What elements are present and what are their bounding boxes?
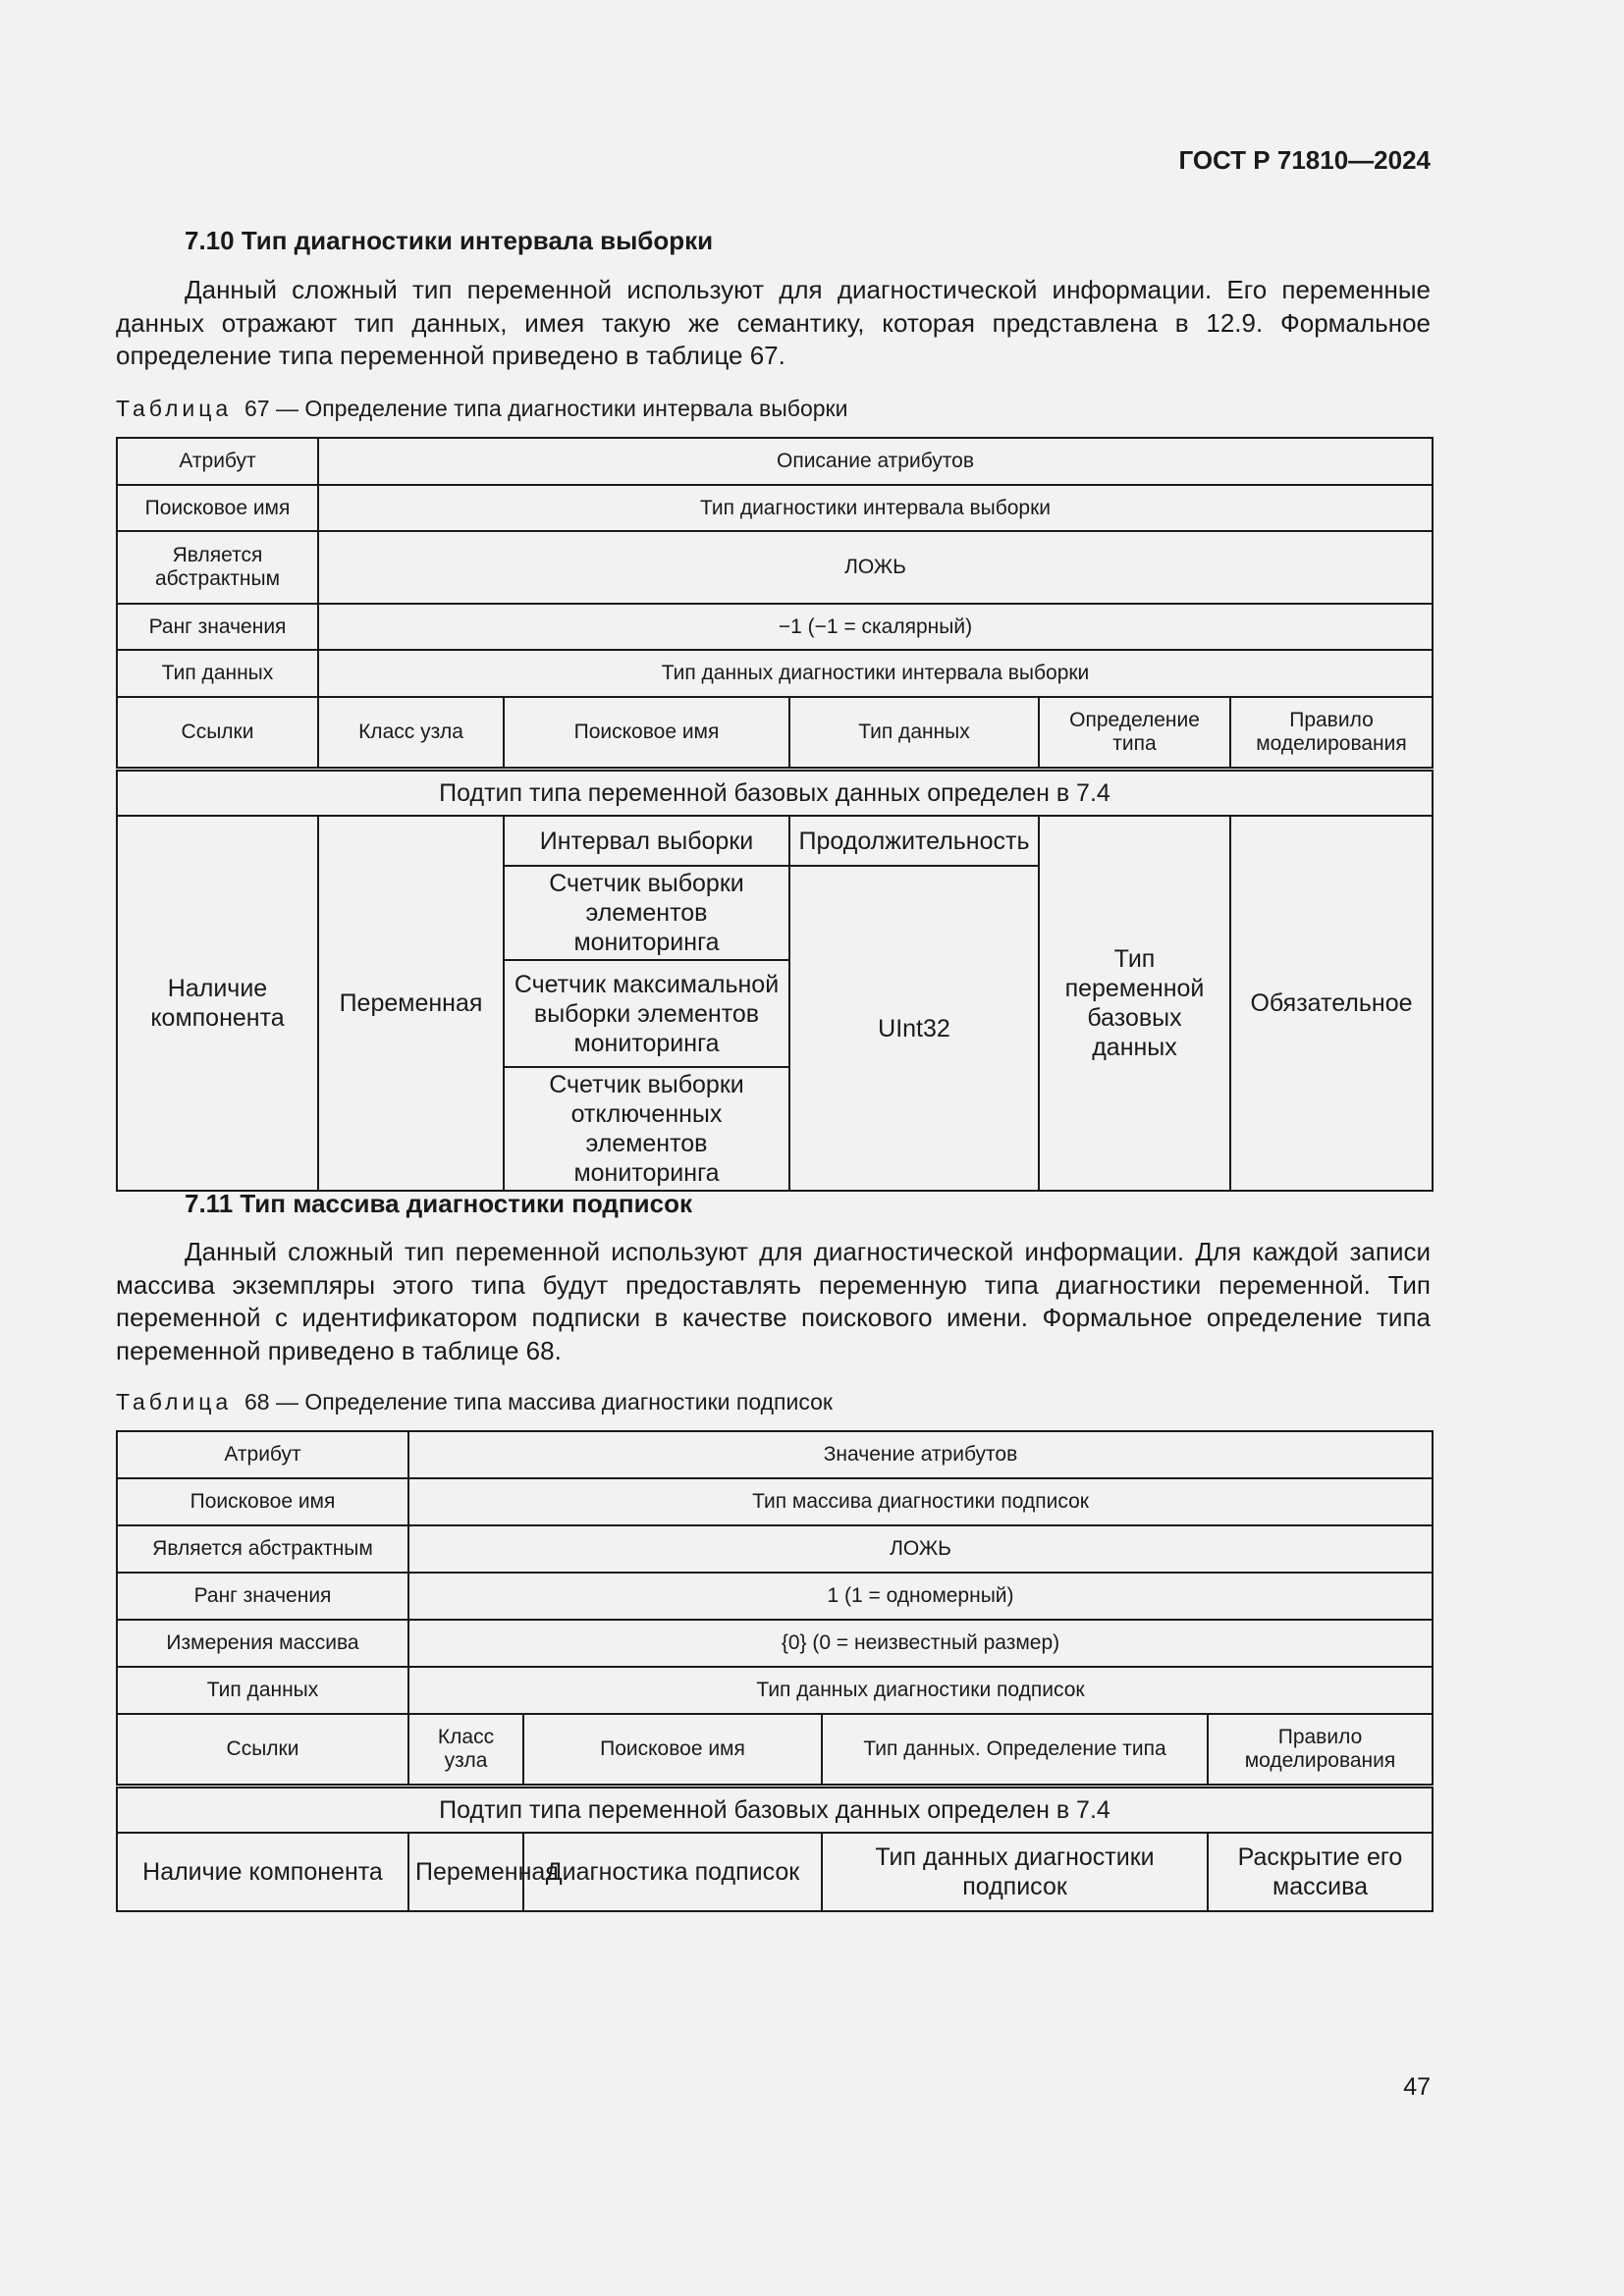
component-rule: Раскрытие его массива: [1208, 1833, 1433, 1911]
section-7-11-paragraph: Данный сложный тип переменной используют для диагностической информации. Для каждой записи массива экземпляры этого типа будут предоставлять переменную типа диагностики переменной. Тип переменной с идентификатором подписки в качестве поискового имени. Формальное определение типа переменной приведено в таблице 68.: [116, 1237, 1431, 1365]
row-value: ЛОЖЬ: [318, 531, 1433, 604]
subtype-note: Подтип типа переменной базовых данных определен в 7.4: [117, 769, 1433, 816]
component-kind: Наличие компонента: [117, 1833, 408, 1911]
component-browse-name: Интервал выборки: [504, 816, 789, 866]
row-value: Тип данных диагностики подписок: [408, 1667, 1433, 1714]
table-68: [116, 1430, 1434, 1912]
row-value: 1 (1 = одномерный): [408, 1573, 1433, 1620]
refs-label: Ссылки: [117, 697, 318, 769]
row-label: Тип данных: [117, 650, 318, 697]
refs-modelling-rule: Правило моделирования: [1208, 1714, 1433, 1786]
caption-text: 67 — Определение типа диагностики интервала выборки: [244, 396, 848, 421]
row-label: Является абстрактным: [117, 1525, 408, 1573]
refs-type-def: Определение типа: [1039, 697, 1230, 769]
refs-browse-name: Поисковое имя: [523, 1714, 822, 1786]
row-label: Тип данных: [117, 1667, 408, 1714]
row-value: Тип диагностики интервала выборки: [318, 485, 1433, 531]
component-data-type: UInt32: [789, 866, 1039, 1191]
refs-label: Ссылки: [117, 1714, 408, 1786]
row-label: Является абстрактным: [117, 531, 318, 604]
component-rule: Обязательное: [1230, 816, 1433, 1191]
section-heading-7-10: 7.10 Тип диагностики интервала выборки: [185, 226, 714, 255]
attr-header: Атрибут: [117, 438, 318, 485]
refs-data-type: Тип данных: [789, 697, 1039, 769]
component-type-def: Тип переменной базовых данных: [1039, 816, 1230, 1191]
attr-header: Атрибут: [117, 1431, 408, 1478]
table-68-caption: [116, 1389, 833, 1415]
table-67: [116, 437, 1434, 1192]
desc-header: Описание атрибутов: [318, 438, 1433, 485]
row-value: ЛОЖЬ: [408, 1525, 1433, 1573]
value-header: Значение атрибутов: [408, 1431, 1433, 1478]
page-number: 47: [1403, 2073, 1431, 2101]
row-label: Поисковое имя: [117, 1478, 408, 1525]
row-value: −1 (−1 = скалярный): [318, 604, 1433, 650]
subtype-note: Подтип типа переменной базовых данных определен в 7.4: [117, 1786, 1433, 1833]
component-kind: Наличие компонента: [117, 816, 318, 1191]
row-value: Тип данных диагностики интервала выборки: [318, 650, 1433, 697]
component-node-class: Переменная: [318, 816, 504, 1191]
refs-browse-name: Поисковое имя: [504, 697, 789, 769]
component-browse-name: Диагностика подписок: [523, 1833, 822, 1911]
section-heading-7-11: 7.11 Тип массива диагностики подписок: [185, 1189, 692, 1218]
refs-node-class: Класс узла: [318, 697, 504, 769]
caption-word: Таблица: [116, 396, 233, 421]
row-label: Ранг значения: [117, 1573, 408, 1620]
component-browse-name: Счетчик выборки отключенных элементов мониторинга: [504, 1067, 789, 1191]
row-label: Поисковое имя: [117, 485, 318, 531]
caption-word: Таблица: [116, 1389, 233, 1415]
refs-data-type-def: Тип данных. Определение типа: [822, 1714, 1208, 1786]
component-data-type: Тип данных диагностики подписок: [822, 1833, 1208, 1911]
refs-modelling-rule: Правило моделирования: [1230, 697, 1433, 769]
document-number: ГОСТ Р 71810—2024: [1178, 145, 1431, 175]
row-value: {0} (0 = неизвестный размер): [408, 1620, 1433, 1667]
row-value: Тип массива диагностики подписок: [408, 1478, 1433, 1525]
table-67-caption: [116, 396, 847, 422]
row-label: Измерения массива: [117, 1620, 408, 1667]
component-browse-name: Счетчик выборки элементов мониторинга: [504, 866, 789, 960]
caption-text: 68 — Определение типа массива диагностики подписок: [244, 1389, 833, 1415]
row-label: Ранг значения: [117, 604, 318, 650]
component-data-type: Продолжительность: [789, 816, 1039, 866]
component-node-class: Переменная: [408, 1833, 523, 1911]
section-7-10-paragraph: Данный сложный тип переменной используют для диагностической информации. Его переменные данных отражают тип данных, имея такую же семантику, которая представлена в 12.9. Формальное определение типа переменной приведено в таблице 67.: [116, 275, 1431, 370]
component-browse-name: Счетчик максимальной выборки элементов мониторинга: [504, 960, 789, 1067]
refs-node-class: Класс узла: [408, 1714, 523, 1786]
